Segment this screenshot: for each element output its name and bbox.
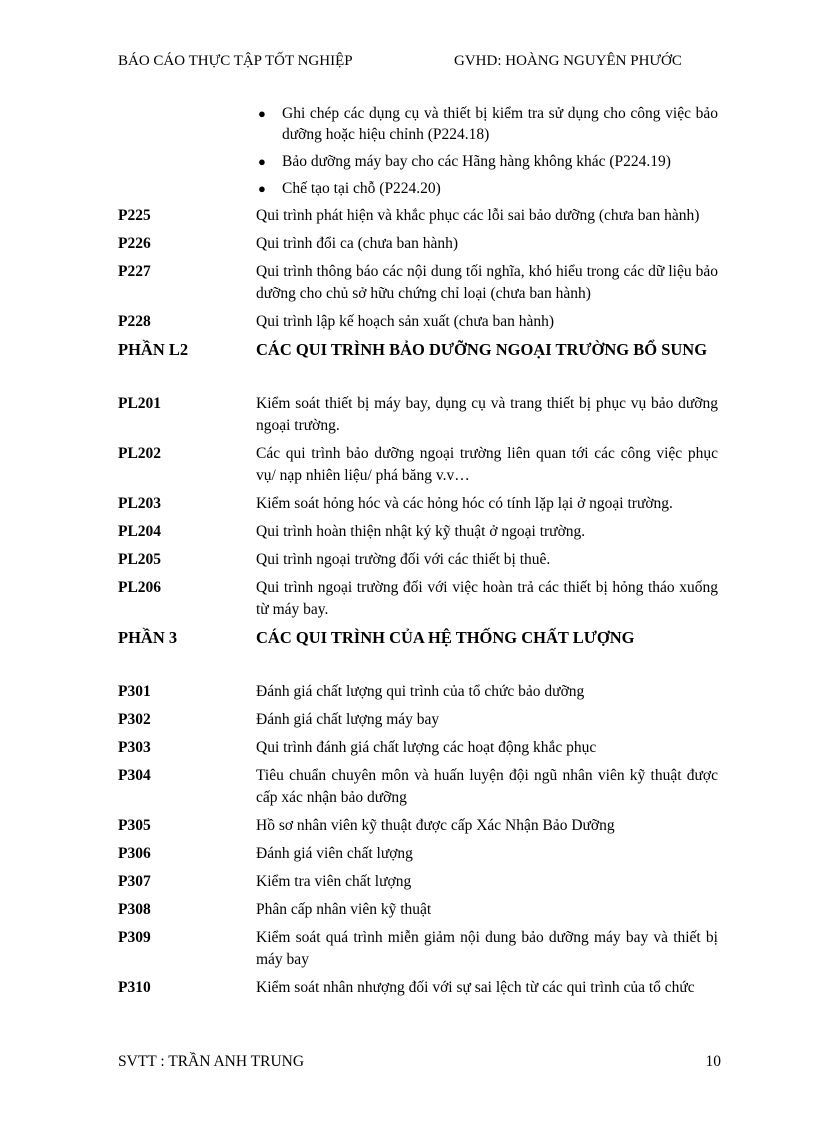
bullet-text: Chế tạo tại chỗ (P224.20) xyxy=(282,180,441,197)
procedure-code: PL205 xyxy=(118,551,162,568)
procedure-row xyxy=(118,737,718,759)
procedure-code: P306 xyxy=(118,845,151,862)
procedure-row xyxy=(118,549,718,571)
procedure-row xyxy=(118,205,718,227)
procedure-description: Tiêu chuẩn chuyên môn và huấn luyện đội ngũ nhân viên kỹ thuật được cấp xác nhận bảo dưỡng xyxy=(256,767,718,806)
procedure-code: PL204 xyxy=(118,523,162,540)
procedure-row xyxy=(118,977,718,999)
document-body xyxy=(118,103,718,1005)
bullet-item xyxy=(256,178,718,199)
procedure-code: P310 xyxy=(118,979,151,996)
procedure-code: P301 xyxy=(118,683,151,700)
procedure-code: P308 xyxy=(118,901,151,918)
procedure-code: P307 xyxy=(118,873,151,890)
procedure-code: P309 xyxy=(118,929,151,946)
procedure-description: Kiểm tra viên chất lượng xyxy=(256,873,412,890)
procedure-row xyxy=(118,871,718,893)
procedure-code: PL206 xyxy=(118,579,162,596)
procedure-description: Phân cấp nhân viên kỹ thuật xyxy=(256,901,432,918)
procedure-row xyxy=(118,765,718,809)
procedure-row xyxy=(118,899,718,921)
page-header xyxy=(118,53,698,70)
procedure-row xyxy=(118,681,718,703)
section-code: PHẦN L2 xyxy=(118,340,189,359)
procedure-row xyxy=(118,815,718,837)
bullet-text: Ghi chép các dụng cụ và thiết bị kiểm tra sử dụng cho công việc bảo dưỡng hoặc hiệu chỉnh (P224.18) xyxy=(282,105,718,143)
procedure-row xyxy=(118,261,718,305)
procedure-description: Qui trình đổi ca (chưa ban hành) xyxy=(256,235,459,252)
procedure-description: Kiểm soát thiết bị máy bay, dụng cụ và trang thiết bị phục vụ bảo dưỡng ngoại trường. xyxy=(256,395,718,434)
bullet-icon: ● xyxy=(258,106,266,121)
procedure-code: P228 xyxy=(118,313,151,330)
section-heading-l2 xyxy=(118,339,718,361)
procedure-description: Các qui trình bảo dưỡng ngoại trường liên quan tới các công việc phục vụ/ nạp nhiên liệu/ phá băng v.v… xyxy=(256,445,718,484)
procedure-description: Kiểm soát hỏng hóc và các hỏng hóc có tính lặp lại ở ngoại trường. xyxy=(256,495,673,512)
procedure-description: Kiểm soát nhân nhượng đối với sự sai lệch từ các qui trình của tổ chức xyxy=(256,979,695,996)
procedure-row xyxy=(118,311,718,333)
bullet-item xyxy=(256,151,718,172)
bullet-icon: ● xyxy=(258,154,266,169)
procedure-description: Đánh giá viên chất lượng xyxy=(256,845,413,862)
procedure-code: P304 xyxy=(118,767,151,784)
procedure-description: Qui trình đánh giá chất lượng các hoạt động khắc phục xyxy=(256,739,597,756)
procedure-code: P305 xyxy=(118,817,151,834)
procedure-description: Đánh giá chất lượng qui trình của tổ chức bảo dưỡng xyxy=(256,683,585,700)
section-title: CÁC QUI TRÌNH BẢO DƯỠNG NGOẠI TRƯỜNG BỔ SUNG xyxy=(256,340,708,359)
procedure-code: P302 xyxy=(118,711,151,728)
procedure-code: P225 xyxy=(118,207,151,224)
footer-student: SVTT : TRẦN ANH TRUNG xyxy=(118,1053,305,1070)
bullet-text: Bảo dưỡng máy bay cho các Hãng hàng không khác (P224.19) xyxy=(282,153,671,170)
procedure-row xyxy=(118,843,718,865)
procedure-description: Kiểm soát quá trình miễn giảm nội dung bảo dưỡng máy bay và thiết bị máy bay xyxy=(256,929,718,968)
procedure-description: Qui trình phát hiện và khắc phục các lỗi sai bảo dưỡng (chưa ban hành) xyxy=(256,207,700,224)
procedure-code: PL202 xyxy=(118,445,162,462)
page-number: 10 xyxy=(705,1053,721,1070)
procedure-row xyxy=(118,493,718,515)
procedure-row xyxy=(118,233,718,255)
procedure-code: P226 xyxy=(118,235,151,252)
section-title: CÁC QUI TRÌNH CỦA HỆ THỐNG CHẤT LƯỢNG xyxy=(256,628,635,647)
bullet-item xyxy=(256,103,718,145)
procedure-description: Qui trình ngoại trường đối với việc hoàn trả các thiết bị hỏng tháo xuống từ máy bay. xyxy=(256,579,718,618)
procedure-description: Qui trình hoàn thiện nhật ký kỹ thuật ở ngoại trường. xyxy=(256,523,586,540)
procedure-description: Qui trình lập kế hoạch sản xuất (chưa ban hành) xyxy=(256,313,555,330)
procedure-description: Qui trình thông báo các nội dung tối nghĩa, khó hiểu trong các dữ liệu bảo dưỡng cho chủ sở hữu chứng chỉ loại (chưa ban hành) xyxy=(256,263,718,302)
procedure-row xyxy=(118,393,718,437)
bullet-list xyxy=(256,103,718,199)
procedure-code: PL203 xyxy=(118,495,162,512)
header-report-title: BÁO CÁO THỰC TẬP TỐT NGHIỆP xyxy=(118,53,353,69)
procedure-description: Đánh giá chất lượng máy bay xyxy=(256,711,440,728)
procedure-code: P303 xyxy=(118,739,151,756)
procedure-code: PL201 xyxy=(118,395,162,412)
bullet-icon: ● xyxy=(258,181,266,196)
procedure-row xyxy=(118,521,718,543)
page-footer xyxy=(118,1053,721,1071)
procedure-description: Qui trình ngoại trường đối với các thiết bị thuê. xyxy=(256,551,551,568)
header-advisor: GVHD: HOÀNG NGUYÊN PHƯỚC xyxy=(454,53,682,69)
procedure-description: Hồ sơ nhân viên kỹ thuật được cấp Xác Nhận Bảo Dưỡng xyxy=(256,817,615,834)
procedure-code: P227 xyxy=(118,263,151,280)
section-code: PHẦN 3 xyxy=(118,628,178,647)
section-heading-3 xyxy=(118,627,718,649)
procedure-row xyxy=(118,443,718,487)
procedure-row xyxy=(118,709,718,731)
procedure-row xyxy=(118,577,718,621)
procedure-row xyxy=(118,927,718,971)
